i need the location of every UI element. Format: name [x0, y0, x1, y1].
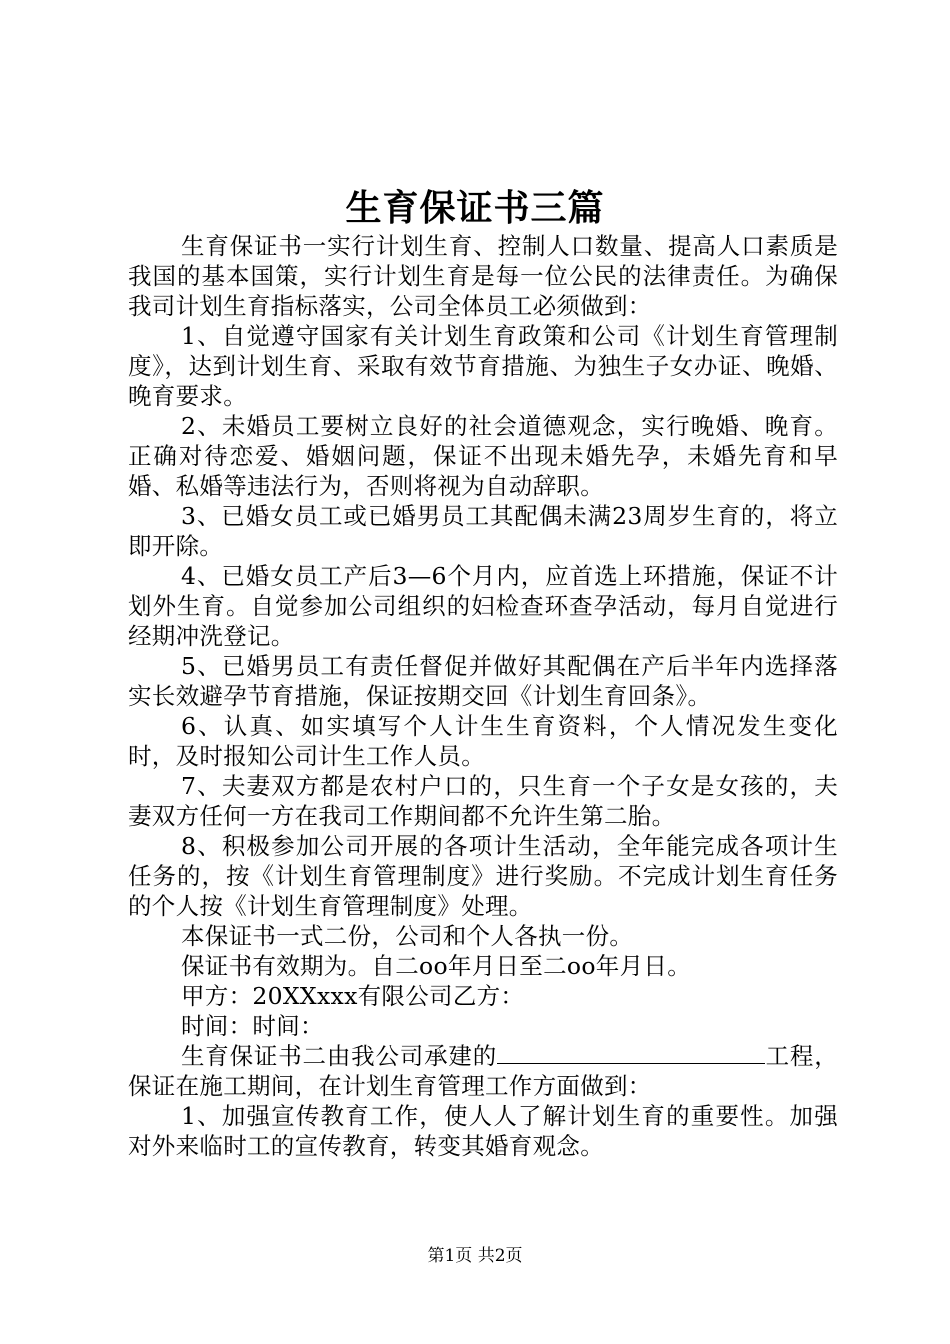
- paragraph: 保证书有效期为。自二oo年月日至二oo年月日。: [181, 952, 691, 980]
- paragraph: [128, 1041, 838, 1101]
- page-title: 生育保证书三篇: [345, 187, 605, 229]
- paragraph: 6、认真、如实填写个人计生生育资料，个人情况发生变化时，及时报知公司计生工作人员。: [128, 712, 838, 770]
- paragraph: 生育保证书一实行计划生育、控制人口数量、提高人口素质是我国的基本国策，实行计划生育是每一位公民的法律责任。为确保我司计划生育指标落实，公司全体员工必须做到：: [128, 232, 838, 320]
- paragraph: 1、加强宣传教育工作，使人人了解计划生育的重要性。加强对外来临时工的宣传教育，转变其婚育观念。: [128, 1102, 838, 1160]
- paragraph: 8、积极参加公司开展的各项计生活动，全年能完成各项计生任务的，按《计划生育管理制度》进行奖励。不完成计划生育任务的个人按《计划生育管理制度》处理。: [128, 832, 838, 920]
- paragraph-text: 生育保证书二由我公司承建的: [181, 1042, 498, 1070]
- paragraph: 本保证书一式二份，公司和个人各执一份。: [181, 922, 634, 950]
- paragraph-text: 工程，保证在施工期间，在计划生育管理工作方面做到：: [128, 1042, 838, 1100]
- document-body: [128, 231, 838, 1161]
- paragraph: 甲方：20XXxxx有限公司乙方：: [181, 982, 525, 1010]
- paragraph: 3、已婚女员工或已婚男员工其配偶未满23周岁生育的，将立即开除。: [128, 502, 838, 560]
- paragraph: 4、已婚女员工产后3—6个月内，应首选上环措施，保证不计划外生育。自觉参加公司组织的妇检查环查孕活动，每月自觉进行经期冲洗登记。: [128, 562, 838, 650]
- paragraph: 7、夫妻双方都是农村户口的，只生育一个子女是女孩的，夫妻双方任何一方在我司工作期间都不允许生第二胎。: [128, 772, 838, 830]
- paragraph: 1、自觉遵守国家有关计划生育政策和公司《计划生育管理制度》，达到计划生育、采取有效节育措施、为独生子女办证、晚婚、晚育要求。: [128, 322, 838, 410]
- page-footer: 第1页 共2页: [427, 1246, 523, 1266]
- fill-in-blank: [497, 1041, 765, 1064]
- paragraph: 5、已婚男员工有责任督促并做好其配偶在产后半年内选择落实长效避孕节育措施，保证按期交回《计划生育回条》。: [128, 652, 838, 710]
- paragraph: 时间：时间：: [181, 1012, 324, 1040]
- paragraph: 2、未婚员工要树立良好的社会道德观念，实行晚婚、晚育。正确对待恋爱、婚姻问题，保证不出现未婚先孕，未婚先育和早婚、私婚等违法行为，否则将视为自动辞职。: [128, 412, 838, 500]
